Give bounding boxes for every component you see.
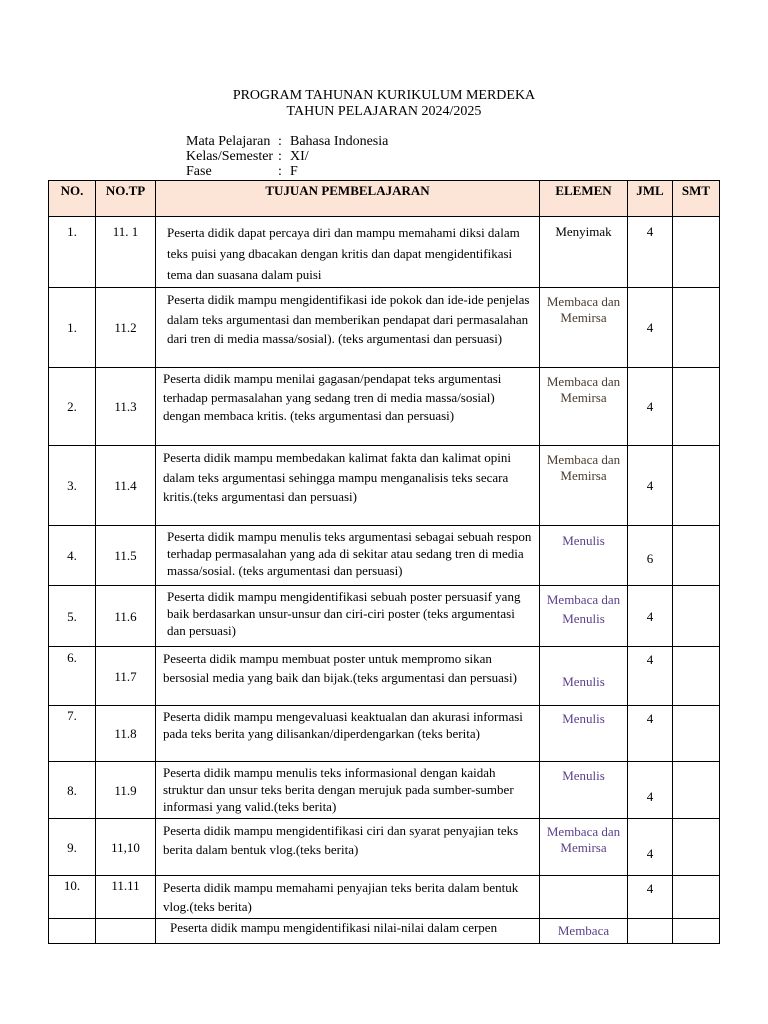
table-row <box>49 586 720 647</box>
cell-jml: 4 <box>628 762 673 819</box>
cell-elemen: Menulis <box>540 706 628 762</box>
cell-tujuan: Peserta didik mampu menilai gagasan/pendapat teks argumentasi terhadap permasalahan yang sedang tren di media massa/sosial) dengan membaca kritis. (teks argumentasi dan persuasi) <box>156 368 540 446</box>
cell-elemen: Menulis <box>540 526 628 586</box>
cell-smt <box>673 446 720 526</box>
cell-no <box>49 919 96 944</box>
meta-separator: : <box>278 164 282 179</box>
cell-tp: 11. 1 <box>96 217 156 288</box>
table-row <box>49 819 720 876</box>
meta-subject-label: Mata Pelajaran <box>186 134 271 149</box>
table-row <box>49 368 720 446</box>
cell-no: 6. <box>49 647 96 706</box>
cell-elemen: Membaca dan Memirsa <box>540 446 628 526</box>
cell-smt <box>673 706 720 762</box>
cell-no: 5. <box>49 586 96 647</box>
cell-jml: 4 <box>628 819 673 876</box>
header-elemen: ELEMEN <box>540 181 628 217</box>
meta-class-value: XI/ <box>290 149 309 164</box>
cell-no: 9. <box>49 819 96 876</box>
cell-smt <box>673 819 720 876</box>
cell-elemen: Membaca dan Memirsa <box>540 819 628 876</box>
cell-tp: 11,10 <box>96 819 156 876</box>
cell-tp: 11.5 <box>96 526 156 586</box>
cell-no: 10. <box>49 876 96 919</box>
cell-no: 4. <box>49 526 96 586</box>
cell-tp: 11.4 <box>96 446 156 526</box>
cell-jml: 4 <box>628 288 673 368</box>
program-table <box>48 180 720 944</box>
header-no: NO. <box>49 181 96 217</box>
cell-jml: 4 <box>628 876 673 919</box>
cell-tp <box>96 919 156 944</box>
cell-no: 3. <box>49 446 96 526</box>
cell-smt <box>673 526 720 586</box>
cell-tp: 11.6 <box>96 586 156 647</box>
cell-elemen: Menulis <box>540 762 628 819</box>
cell-smt <box>673 876 720 919</box>
document-title: PROGRAM TAHUNAN KURIKULUM MERDEKA <box>232 88 536 103</box>
cell-tp: 11.11 <box>96 876 156 919</box>
table-header-row <box>49 181 720 217</box>
cell-jml: 4 <box>628 368 673 446</box>
cell-elemen: Membaca dan Memirsa <box>540 368 628 446</box>
cell-tp: 11.7 <box>96 647 156 706</box>
cell-tujuan: Peserta didik mampu membedakan kalimat fakta dan kalimat opini dalam teks argumentasi sehingga mampu menganalisis teks secara kritis.(teks argumentasi dan persuasi) <box>156 446 540 526</box>
table-row <box>49 288 720 368</box>
header-smt: SMT <box>673 181 720 217</box>
meta-separator: : <box>278 134 282 149</box>
header-no-tp: NO.TP <box>96 181 156 217</box>
cell-smt <box>673 762 720 819</box>
cell-elemen <box>540 876 628 919</box>
document-subtitle: TAHUN PELAJARAN 2024/2025 <box>286 104 482 119</box>
cell-no: 1. <box>49 288 96 368</box>
cell-jml <box>628 919 673 944</box>
cell-tujuan: Peserta didik mampu mengidentifikasi nilai-nilai dalam cerpen <box>156 919 540 944</box>
table-row <box>49 217 720 288</box>
cell-jml: 4 <box>628 647 673 706</box>
cell-elemen: Membaca <box>540 919 628 944</box>
meta-phase-value: F <box>290 164 298 179</box>
cell-tujuan: Peserta didik mampu menulis teks argumentasi sebagai sebuah respon terhadap permasalahan yang ada di sekitar atau sedang tren di media massa/sosial. (teks argumentasi dan persuasi) <box>156 526 540 586</box>
table-row <box>49 446 720 526</box>
cell-smt <box>673 288 720 368</box>
cell-no: 1. <box>49 217 96 288</box>
cell-tujuan: Peserta didik mampu memahami penyajian teks berita dalam bentuk vlog.(teks berita) <box>156 876 540 919</box>
cell-no: 7. <box>49 706 96 762</box>
cell-jml: 6 <box>628 526 673 586</box>
table-row <box>49 876 720 919</box>
cell-tujuan: Peserta didik dapat percaya diri dan mampu memahami diksi dalam teks puisi yang dbacakan dengan kritis dan dapat mengidentifikasi tema dan suasana dalam puisi <box>156 217 540 288</box>
table-row <box>49 647 720 706</box>
meta-subject-value: Bahasa Indonesia <box>290 134 389 149</box>
cell-smt <box>673 217 720 288</box>
cell-tp: 11.8 <box>96 706 156 762</box>
cell-tujuan: Peserta didik mampu mengevaluasi keaktualan dan akurasi informasi pada teks berita yang dilisankan/diperdengarkan (teks berita) <box>156 706 540 762</box>
cell-tp: 11.9 <box>96 762 156 819</box>
cell-smt <box>673 586 720 647</box>
cell-jml: 4 <box>628 706 673 762</box>
cell-tp: 11.3 <box>96 368 156 446</box>
cell-elemen: Membaca dan Memirsa <box>540 288 628 368</box>
cell-elemen: Membaca dan Menulis <box>540 586 628 647</box>
header-tujuan: TUJUAN PEMBELAJARAN <box>156 181 540 217</box>
table-row <box>49 526 720 586</box>
cell-tujuan: Peserta didik mampu mengidentifikasi ciri dan syarat penyajian teks berita dalam bentuk vlog.(teks berita) <box>156 819 540 876</box>
cell-tujuan: Peserta didik mampu mengidentifikasi sebuah poster persuasif yang baik berdasarkan unsur-unsur dan ciri-ciri poster (teks argumentasi dan persuasi) <box>156 586 540 647</box>
header-jml: JML <box>628 181 673 217</box>
meta-class-label: Kelas/Semester <box>186 149 274 164</box>
cell-tujuan: Peserta didik mampu mengidentifikasi ide pokok dan ide-ide penjelas dalam teks argumentasi dan memberikan pendapat dari permasalahan dari tren di media massa/sosial). (teks argumentasi dan persuasi) <box>156 288 540 368</box>
cell-tp: 11.2 <box>96 288 156 368</box>
cell-smt <box>673 647 720 706</box>
cell-jml: 4 <box>628 586 673 647</box>
table-row <box>49 762 720 819</box>
table-row <box>49 919 720 944</box>
table-row <box>49 706 720 762</box>
meta-phase-label: Fase <box>186 164 212 179</box>
cell-no: 8. <box>49 762 96 819</box>
cell-jml: 4 <box>628 217 673 288</box>
meta-separator: : <box>278 149 282 164</box>
cell-smt <box>673 919 720 944</box>
cell-jml: 4 <box>628 446 673 526</box>
cell-no: 2. <box>49 368 96 446</box>
cell-smt <box>673 368 720 446</box>
cell-elemen: Menyimak <box>540 217 628 288</box>
cell-elemen: Menulis <box>540 647 628 706</box>
cell-tujuan: Peserta didik mampu menulis teks informasional dengan kaidah struktur dan unsur teks berita dengan merujuk pada sumber-sumber informasi yang valid.(teks berita) <box>156 762 540 819</box>
cell-tujuan: Peseerta didik mampu membuat poster untuk mempromo sikan bersosial media yang baik dan bijak.(teks argumentasi dan persuasi) <box>156 647 540 706</box>
